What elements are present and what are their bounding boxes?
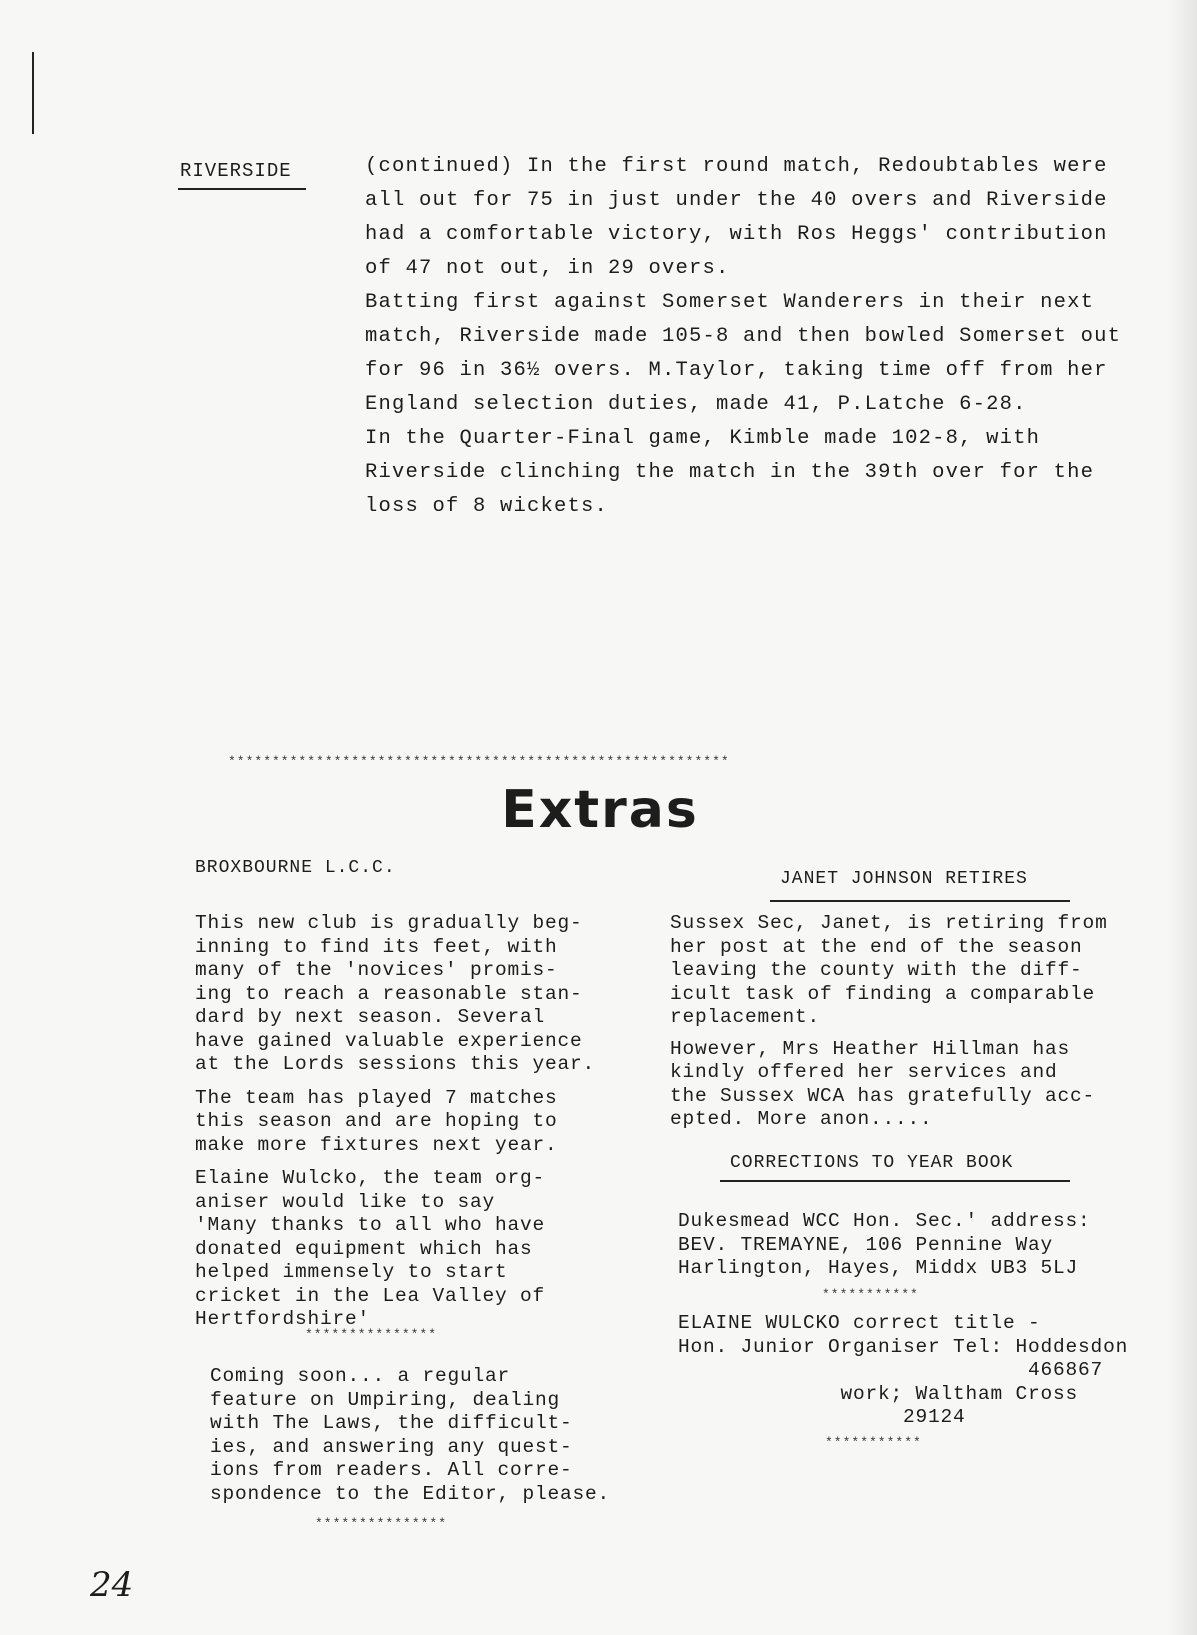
janet-paragraph-2: However, Mrs Heather Hillman has kindly offered her services and the Sussex WCA has gratefully acc- epted. More anon..... [670, 1037, 1096, 1130]
elaine-text: ELAINE WULCKO correct title - Hon. Junior Organiser Tel: Hoddesdon 466867 work; Waltham Cross 29124 [678, 1312, 1129, 1428]
broxbourne-paragraph-3: Elaine Wulcko, the team org- aniser would like to say 'Many thanks to all who have donated equipment which has helped immensely to start cricket in the Lea Valley of Hertfordshire' [195, 1167, 546, 1330]
riverside-paragraph-2: Batting first against Somerset Wanderers in their next match, Riverside made 105-8 and then bowled Somerset out for 96 in 36½ overs. M.Taylor, taking time off from her England selection duties, made 41, P.Latche 6-28. [365, 291, 1122, 416]
separator-stars: *************** [305, 1327, 438, 1342]
riverside-paragraph-3: In the Quarter-Final game, Kimble made 102-8, with Riverside clinching the match in the 39th over for the loss of 8 wickets. [365, 427, 1095, 518]
separator-stars: *************** [315, 1516, 448, 1531]
broxbourne-paragraph-2: The team has played 7 matches this season and are hoping to make more fixtures next year. [195, 1086, 558, 1156]
riverside-underline [178, 188, 306, 190]
riverside-article [365, 150, 1145, 524]
broxbourne-article [195, 912, 665, 1332]
corrections-underline [720, 1180, 1070, 1182]
janet-article [670, 912, 1170, 1132]
separator-stars: ********************************************************* [228, 754, 730, 769]
separator-stars: *********** [825, 1435, 922, 1450]
janet-heading: JANET JOHNSON RETIRES [780, 869, 1028, 889]
elaine-correction [678, 1312, 1178, 1430]
margin-bar [32, 52, 34, 134]
janet-paragraph-1: Sussex Sec, Janet, is retiring from her post at the end of the season leaving the county with the diff- icult task of finding a comparable replacement. [670, 912, 1108, 1028]
coming-soon-text: Coming soon... a regular feature on Umpiring, dealing with The Laws, the difficult- ies, and answering any quest- ions from readers. All corre- spondence to the Editor, please. [210, 1365, 611, 1505]
dukesmead-correction [678, 1210, 1158, 1281]
riverside-paragraph-1: (continued) In the first round match, Redoubtables were all out for 75 in just under the 40 overs and Riverside had a comfortable victory, with Ros Heggs' contribution of 47 not out, in 29 overs. [365, 155, 1108, 280]
janet-underline [770, 900, 1070, 902]
broxbourne-paragraph-1: This new club is gradually beg- inning to find its feet, with many of the 'novices' promis- ing to reach a reasonable stan- dard by next season. Several have gained valuable experience at the Lords sessions this year. [195, 912, 596, 1075]
dukesmead-text: Dukesmead WCC Hon. Sec.' address: BEV. TREMAYNE, 106 Pennine Way Harlington, Hayes, Middx UB3 5LJ [678, 1210, 1091, 1279]
page-number: 24 [90, 1565, 134, 1605]
coming-soon-notice [210, 1365, 680, 1506]
extras-title: Extras [501, 780, 699, 840]
separator-stars: *********** [822, 1287, 919, 1302]
corrections-heading: CORRECTIONS TO YEAR BOOK [730, 1153, 1014, 1173]
broxbourne-heading: BROXBOURNE L.C.C. [195, 858, 396, 878]
riverside-heading: RIVERSIDE [180, 160, 292, 182]
